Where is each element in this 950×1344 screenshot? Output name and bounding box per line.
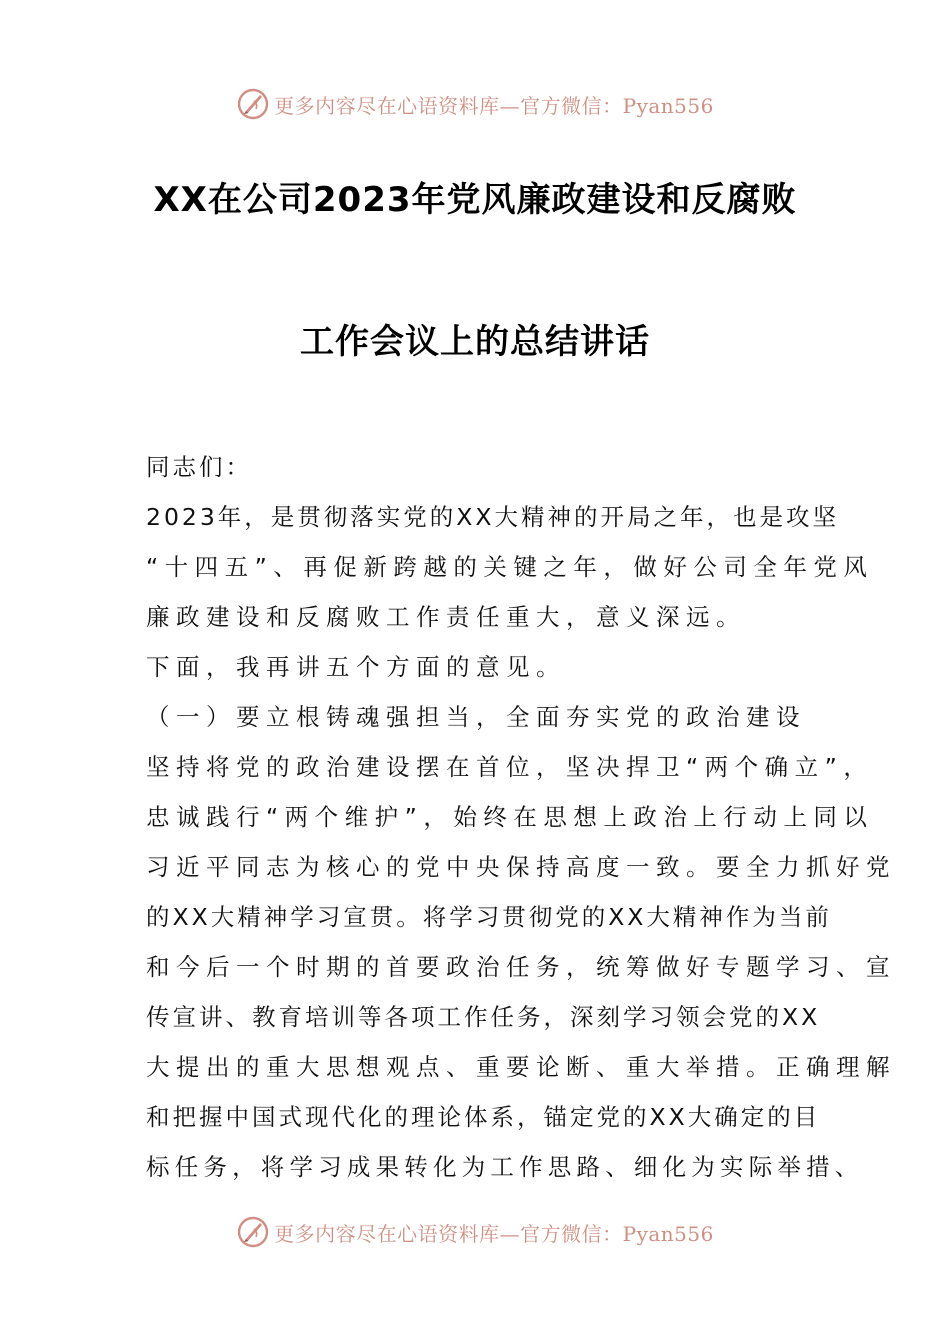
body-line: “十四五”、再促新跨越的关键之年，做好公司全年党风 xyxy=(146,553,874,581)
body-line: 和今后一个时期的首要政治任务，统筹做好专题学习、宣 xyxy=(146,953,896,981)
quill-logo-icon xyxy=(236,87,270,121)
body-line: 的XX大精神学习宣贯。将学习贯彻党的XX大精神作为当前 xyxy=(146,903,832,931)
watermark-banner-top xyxy=(0,84,950,124)
body-line: 2023年，是贯彻落实党的XX大精神的开局之年，也是攻坚 xyxy=(146,503,840,531)
section-heading-line: （一）要立根铸魂强担当，全面夯实党的政治建设 xyxy=(146,703,806,731)
quill-logo-icon xyxy=(236,1215,270,1249)
body-line: 传宣讲、教育培训等各项工作任务，深刻学习领会党的XX xyxy=(146,1003,821,1031)
body-line: 廉政建设和反腐败工作责任重大，意义深远。 xyxy=(146,603,746,631)
watermark-text: 更多内容尽在心语资料库—官方微信：Pyan556 xyxy=(274,93,714,118)
watermark-text: 更多内容尽在心语资料库—官方微信：Pyan556 xyxy=(274,1221,714,1246)
document-title-line-1: XX在公司2023年党风廉政建设和反腐败 xyxy=(153,180,797,220)
salutation-line: 同志们： xyxy=(146,453,252,481)
watermark-banner-bottom xyxy=(0,1212,950,1252)
body-line: 标任务，将学习成果转化为工作思路、细化为实际举措、 xyxy=(146,1153,864,1181)
body-line: 坚持将党的政治建设摆在首位，坚决捍卫“两个确立”， xyxy=(146,753,874,781)
body-line: 大提出的重大思想观点、重要论断、重大举措。正确理解 xyxy=(146,1053,896,1081)
document-title-line-2: 工作会议上的总结讲话 xyxy=(300,322,650,362)
body-line: 习近平同志为核心的党中央保持高度一致。要全力抓好党 xyxy=(146,853,896,881)
document-body xyxy=(146,442,896,1192)
body-line: 下面，我再讲五个方面的意见。 xyxy=(146,653,566,681)
body-line: 和把握中国式现代化的理论体系，锚定党的XX大确定的目 xyxy=(146,1103,821,1131)
body-line: 忠诚践行“两个维护”，始终在思想上政治上行动上同以 xyxy=(146,803,874,831)
